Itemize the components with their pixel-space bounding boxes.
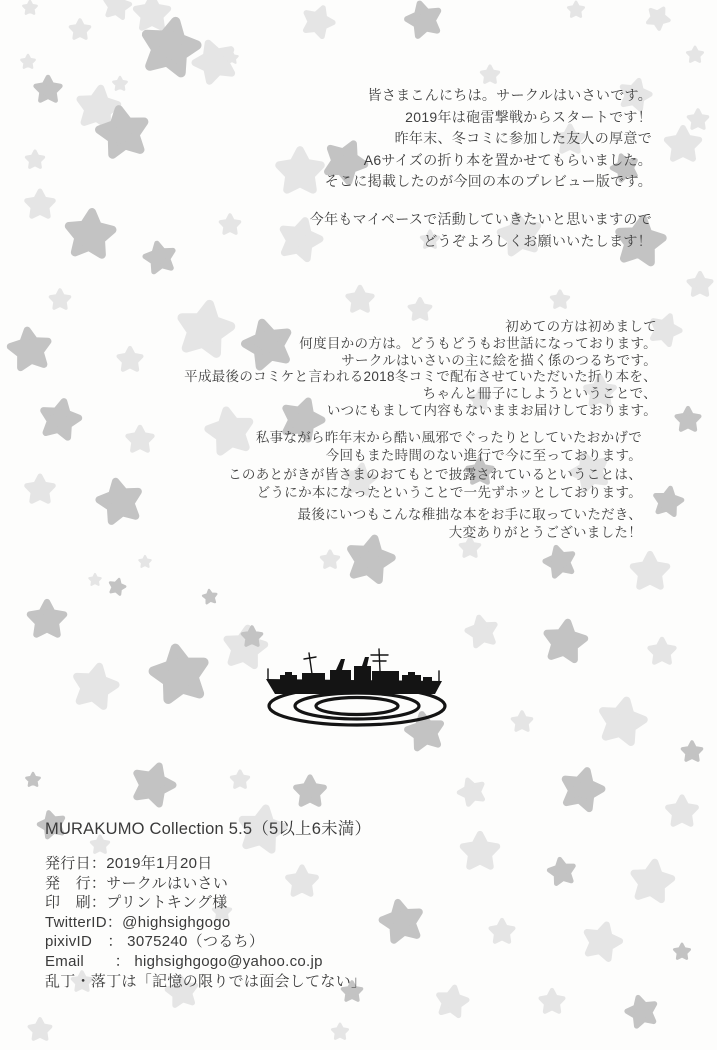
star-icon: [26, 773, 39, 786]
star-icon: [27, 476, 54, 501]
star-icon: [26, 151, 43, 167]
star-icon: [128, 427, 153, 451]
star-icon: [108, 577, 126, 595]
text-line: どうぞよろしくお願いいたします！: [423, 232, 652, 249]
star-icon: [130, 760, 177, 806]
book-title: MURAKUMO Collection 5.5（5以上6未満）: [45, 820, 372, 838]
star-icon: [72, 662, 119, 707]
star-icon: [70, 20, 89, 38]
star-icon: [8, 328, 51, 369]
star-icon: [231, 771, 248, 787]
destroyer-ship-illustration: [262, 646, 452, 741]
text-line: そこに掲載したのが今回の本のプレビュー版です。: [324, 173, 652, 189]
star-icon: [465, 614, 499, 646]
star-icon: [321, 551, 338, 567]
star-icon: [624, 994, 659, 1028]
star-icon: [220, 215, 239, 233]
afterword-new-year-paragraph: [310, 209, 652, 252]
star-icon: [50, 290, 69, 308]
star-icon: [23, 1, 36, 14]
star-icon: [653, 486, 684, 516]
colophon-info-block: [45, 854, 366, 991]
text-line: A6サイズの折り本を置かせてもらいました。: [363, 151, 652, 168]
text-line: このあとがきが皆さまのおてもとで披露されているということは、: [228, 466, 642, 482]
text-line: いつにもまして内容もないままお届けしております。: [326, 402, 657, 418]
text-line: TwitterID：@highsighgogo: [45, 913, 231, 931]
star-icon: [379, 898, 424, 941]
text-line: 発行日：2019年1月20日: [45, 855, 213, 872]
afterword-thanks-paragraph: [298, 506, 642, 543]
star-icon: [39, 398, 81, 439]
star-icon: [551, 291, 568, 307]
star-icon: [689, 273, 712, 295]
text-line: 印 刷：プリントキング様: [45, 894, 228, 912]
star-icon: [548, 857, 576, 884]
star-icon: [150, 644, 209, 701]
star-icon: [89, 574, 100, 585]
text-line: 今回もまた時間のない進行で今に至っております。: [325, 448, 642, 464]
star-icon: [677, 408, 700, 430]
star-icon: [688, 110, 707, 128]
star-icon: [103, 0, 131, 19]
star-icon: [598, 696, 647, 744]
star-icon: [21, 55, 34, 68]
star-icon: [348, 287, 373, 311]
text-line: どうにか本になったということで一先ずホッとしております。: [256, 485, 642, 501]
star-icon: [139, 556, 150, 567]
star-icon: [410, 299, 431, 319]
text-line: 何度目かの方は。どうもどうもお世話になっております。: [299, 335, 657, 351]
text-line: pixivID ： 3075240（つるち）: [45, 933, 265, 951]
star-icon: [96, 477, 143, 522]
text-line: 平成最後のコミケと言われる2018冬コミで配布させていただいた折り本を、: [184, 369, 657, 385]
star-icon: [113, 77, 126, 90]
star-icon: [674, 944, 689, 958]
text-line: 初めての方は初めまして: [505, 319, 657, 334]
afterword-production-notes-paragraph: [228, 429, 642, 503]
text-line: 発 行：サークルはいさい: [45, 874, 229, 892]
star-icon: [143, 240, 177, 272]
star-icon: [582, 920, 623, 960]
star-icon: [650, 639, 675, 663]
text-line: 皆さまこんにちは。サークルはいさいです。: [367, 87, 652, 103]
text-line: 今年もマイペースで活動していきたいと思いますので: [309, 211, 652, 227]
text-line: 私事ながら昨年末から酷い風邪でぐったりとしていたおかげで: [255, 430, 642, 445]
star-icon: [541, 990, 564, 1012]
star-icon: [332, 1024, 347, 1038]
star-icon: [644, 3, 672, 31]
star-icon: [436, 985, 469, 1017]
text-line: 最後にいつもこんな稚拙な本をお手に取っていただき、: [297, 507, 642, 522]
star-icon: [544, 620, 587, 661]
star-icon: [668, 797, 697, 824]
star-icon: [456, 776, 487, 807]
star-icon: [27, 191, 54, 216]
star-icon: [119, 348, 142, 370]
star-icon: [559, 766, 605, 811]
text-line: サークルはいさいの主に絵を描く係のつるちです。: [341, 352, 657, 368]
star-icon: [30, 1019, 51, 1039]
star-icon: [633, 554, 667, 587]
star-icon: [279, 150, 321, 190]
star-icon: [30, 602, 64, 635]
star-icon: [667, 128, 699, 159]
ship-icon: [262, 646, 452, 741]
star-icon: [300, 3, 336, 38]
text-line: 乱丁・落丁は「記憶の限りでは面会してない」: [45, 972, 367, 990]
star-icon: [136, 0, 168, 28]
star-icon: [202, 589, 217, 603]
star-icon: [682, 742, 701, 760]
star-icon: [491, 920, 514, 942]
star-icon: [542, 544, 577, 578]
afterword-introduction-paragraph: [184, 319, 657, 420]
star-icon: [36, 77, 61, 101]
text-line: 大変ありがとうございました！: [448, 525, 642, 541]
star-icon: [687, 47, 702, 61]
text-line: 2019年は砲雷撃戦からスタートです！: [405, 108, 652, 125]
star-icon: [631, 860, 674, 901]
star-icon: [296, 777, 325, 804]
afterword-greeting-paragraph: [325, 85, 652, 193]
star-icon: [463, 834, 497, 867]
star-icon: [512, 712, 531, 730]
star-icon: [481, 66, 498, 82]
text-line: ちゃんと冊子にしようということで、: [422, 386, 657, 402]
text-line: 昨年末、冬コミに参加した友人の厚意で: [394, 130, 652, 146]
star-icon: [568, 2, 583, 16]
star-icon: [67, 210, 114, 255]
star-icon: [404, 0, 443, 37]
text-line: Email ： highsighgogo@yahoo.co.jp: [45, 952, 323, 970]
